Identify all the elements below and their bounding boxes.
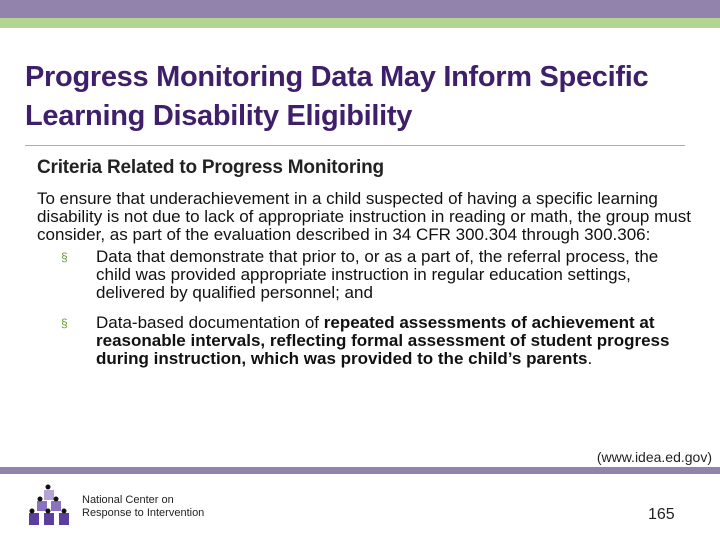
source-citation: (www.idea.ed.gov) (596, 449, 712, 465)
bottom-purple-bar (0, 467, 720, 474)
bullet-text: Data that demonstrate that prior to, or as a part of, the referral process, the child was provided appropriate instruction in regular education settings, delivered by qualified personnel; and (96, 247, 659, 302)
slide-subtitle: Criteria Related to Progress Monitoring (37, 157, 384, 178)
org-line-2: Response to Intervention (82, 507, 205, 519)
bullet-item (37, 248, 697, 302)
title-divider (25, 145, 685, 146)
bullet-marker-icon: § (61, 316, 68, 330)
slide-title: Progress Monitoring Data May Inform Specific Learning Disability Eligibility (25, 61, 649, 132)
slide-body (37, 190, 697, 368)
bullet-item (37, 314, 697, 368)
bullet-text-bold: repeated assessments of achievement at reasonable intervals, reflecting formal assessment of student progress during instruction, which was provided to the child’s parents (96, 313, 670, 368)
bullet-text-post: . (587, 349, 593, 368)
bullet-text-pre: Data-based documentation of (96, 313, 324, 332)
page-number: 165 (648, 506, 675, 523)
org-line-1: National Center on (82, 494, 174, 506)
intro-paragraph: To ensure that underachievement in a child suspected of having a specific learning disability is not due to lack of appropriate instruction in reading or math, the group must consider, as part of the evaluation described in 34 CFR 300.304 through 300.306: (37, 189, 691, 244)
top-green-bar (0, 18, 720, 28)
bullet-marker-icon: § (61, 250, 68, 264)
top-purple-bar (0, 0, 720, 18)
organization-name (82, 494, 204, 520)
nccrti-logo-icon (26, 484, 72, 530)
